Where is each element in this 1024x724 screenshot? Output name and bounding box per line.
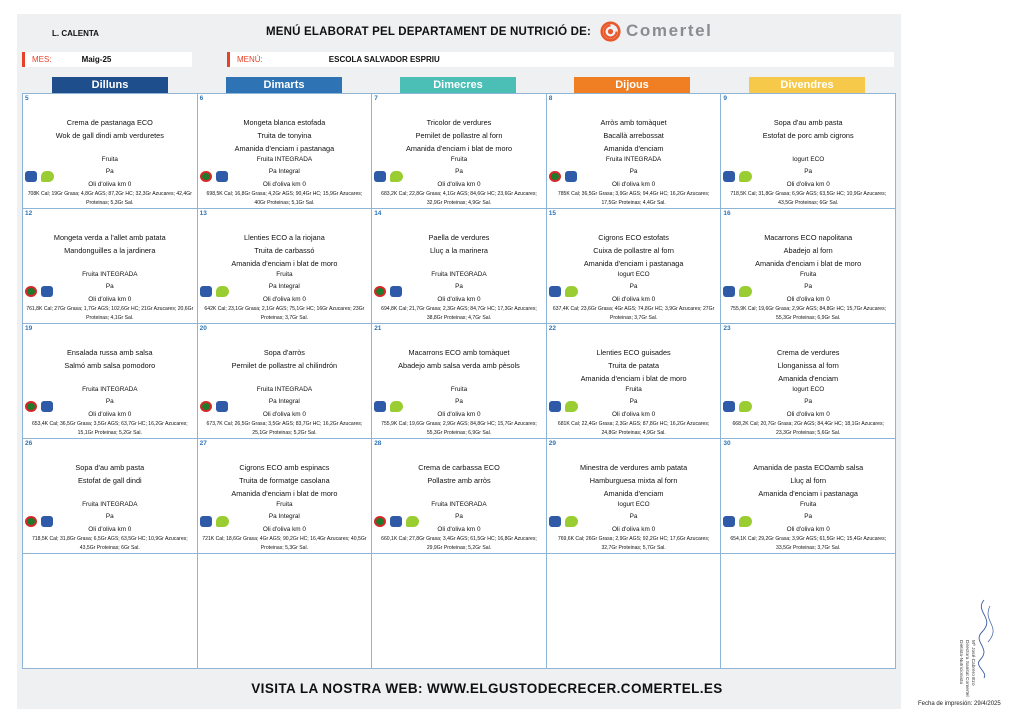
eco-leaf-icon — [739, 171, 752, 182]
dish: Mandonguilles a la jardinera — [64, 246, 156, 255]
dish: Truita de carbassó — [254, 246, 315, 255]
dish: Amanida d'enciam i blat de moro — [755, 259, 862, 268]
km0-icon — [723, 171, 735, 182]
dish: Wok de gall dindi amb verduretes — [55, 131, 164, 140]
dessert: Iogurt ECO — [792, 386, 825, 393]
bread: Pa Integral — [268, 283, 300, 290]
dish: Cuixa de pollastre al forn — [593, 246, 674, 255]
label-icons — [25, 286, 53, 297]
oil: Oli d'oliva km 0 — [262, 296, 306, 303]
dish-list — [198, 231, 372, 270]
dish: Macarrons ECO amb tomàquet — [408, 348, 510, 357]
dish: Amanida d'enciam i blat de moro — [580, 374, 687, 383]
dish: Truita de tonyina — [257, 131, 312, 140]
dish: Amanida d'enciam i blat de moro — [405, 144, 513, 153]
oil: Oli d'oliva km 0 — [786, 411, 830, 418]
day-cell — [372, 554, 546, 668]
dessert: Fruita INTEGRADA — [82, 271, 138, 278]
bread: Pa — [455, 398, 463, 405]
nutrition-info: 761,8K Cal; 27Gr Grasa; 1,7Gr AGS; 102,6Gr HC; 21Gr Azucares; 20,6Gr Proteinas; 4,1Gr Sal. — [26, 306, 194, 321]
comertel-logo — [600, 20, 713, 42]
day-number: 28 — [374, 440, 382, 447]
dessert: Fruita INTEGRADA — [82, 501, 138, 508]
dish: Ensalada russa amb salsa — [67, 348, 153, 357]
km0-icon — [723, 286, 735, 297]
eco-leaf-icon — [739, 286, 752, 297]
oil: Oli d'oliva km 0 — [612, 181, 656, 188]
bread: Pa — [629, 168, 638, 175]
nutrition-info: 698,5K Cal; 16,8Gr Grasa; 4,2Gr AGS; 90,4Gr HC; 15,9Gr Azucares; 40Gr Proteinas; 5,1Gr Sal. — [206, 191, 363, 206]
dish: Crema de verdures — [776, 348, 840, 357]
menu-calendar-grid — [22, 93, 896, 669]
dish-list — [198, 116, 372, 155]
dish: Sopa d'au amb pasta — [773, 118, 843, 127]
day-cell — [721, 94, 895, 208]
day-number: 9 — [723, 95, 728, 102]
bread: Pa — [804, 168, 813, 175]
nutrition-info: 718,5K Cal; 31,8Gr Grasa; 6,9Gr AGS; 63,5Gr HC; 10,9Gr Azucares; 43,5Gr Proteinas; 6Gr Sal. — [730, 191, 887, 206]
bread: Pa — [629, 398, 638, 405]
km0-icon — [565, 171, 577, 182]
dessert: Fruita — [625, 386, 642, 393]
signature-image — [944, 592, 1006, 682]
bread: Pa — [105, 168, 114, 175]
label-icons — [25, 401, 53, 412]
dish-list — [547, 461, 721, 500]
eco-leaf-icon — [41, 171, 54, 182]
km0-icon — [723, 516, 735, 527]
integrated-agriculture-icon — [200, 401, 212, 412]
day-number: 22 — [548, 325, 557, 332]
nutrition-info: 718,5K Cal; 31,8Gr Grasa; 6,5Gr AGS; 63,5Gr HC; 10,9Gr Azucares; 43,5Gr Proteinas; 6Gr Sal. — [31, 536, 188, 551]
dish-list — [721, 461, 895, 500]
dessert: Fruita — [101, 156, 118, 163]
label-icons — [549, 401, 578, 412]
day-number: 5 — [25, 95, 29, 102]
oil: Oli d'oliva km 0 — [437, 526, 481, 533]
menu-value: ESCOLA SALVADOR ESPRIU — [328, 55, 440, 64]
dish: Lluç al forn — [790, 476, 827, 485]
day-number: 30 — [723, 440, 731, 447]
day-number: 23 — [723, 325, 731, 332]
dish: Mongeta verda a l'allet amb patata — [53, 233, 166, 242]
signer-name: Mª José Cabrero Ezo — [970, 640, 975, 686]
label-icons — [200, 171, 228, 182]
eco-leaf-icon — [565, 286, 578, 297]
eco-leaf-icon — [406, 516, 419, 527]
dish: Paella de verdures — [428, 233, 490, 242]
dish: Crema de pastanaga ECO — [66, 118, 153, 127]
dish: Amanida d'enciam i pastanaga — [583, 259, 684, 268]
dish: Abadejo al forn — [783, 246, 833, 255]
oil: Oli d'oliva km 0 — [437, 181, 481, 188]
label-icons — [723, 516, 752, 527]
dish: Salmó amb salsa pomodoro — [64, 361, 156, 370]
day-number: 13 — [199, 210, 207, 217]
dish-list — [198, 346, 372, 372]
dish-list — [23, 116, 197, 142]
day-cell — [23, 209, 197, 323]
dish: Cigrons ECO estofats — [598, 233, 669, 242]
integrated-agriculture-icon — [25, 286, 37, 297]
dish: Amanida d'enciam — [603, 144, 664, 153]
label-icons — [549, 516, 578, 527]
oil: Oli d'oliva km 0 — [262, 411, 306, 418]
nutrition-info: 769,6K Cal; 26Gr Grasa; 2,9Gr AGS; 92,2Gr HC; 17,6Gr Azucares; 32,7Gr Proteinas; 5,7Gr Sal. — [557, 536, 710, 551]
dish: Arròs amb tomàquet — [600, 118, 667, 127]
bread: Pa — [455, 283, 463, 290]
dessert: Fruita INTEGRADA — [256, 156, 313, 163]
km0-icon — [41, 516, 53, 527]
integrated-agriculture-icon — [374, 286, 386, 297]
bread: Pa — [804, 283, 813, 290]
bread: Pa — [455, 168, 463, 175]
bread: Pa Integral — [268, 513, 300, 520]
dish: Amanida d'enciam i pastanaga — [234, 144, 335, 153]
dish: Llenties ECO guisades — [596, 348, 671, 357]
oil: Oli d'oliva km 0 — [88, 296, 132, 303]
dish: Bacallà arrebossat — [603, 131, 664, 140]
dish: Crema de carbassa ECO — [418, 463, 500, 472]
nutrition-info: 642K Cal; 23,1Gr Grasa; 2,1Gr AGS; 75,1Gr HC; 16Gr Azucares; 23Gr Proteinas; 3,7Gr Sal. — [204, 306, 365, 321]
dish: Llonganissa al forn — [777, 361, 839, 370]
km0-icon — [390, 286, 402, 297]
integrated-agriculture-icon — [549, 171, 561, 182]
day-number: 27 — [199, 440, 207, 447]
nutrition-info: 653,4K Cal; 36,5Gr Grasa; 3,5Gr AGS; 63,7Gr HC; 16,2Gr Azucares; 15,1Gr Proteinas; 5,2Gr Sal. — [31, 421, 188, 436]
signer-role: Directora Sanitat Comertel — [964, 640, 969, 697]
dish: Abadejo amb salsa verda amb pèsols — [398, 361, 520, 370]
day-cell — [372, 94, 546, 208]
month-label: MES: — [32, 55, 52, 64]
dessert: Fruita — [800, 501, 817, 508]
label-icons — [723, 171, 752, 182]
dish-list — [721, 346, 895, 385]
oil: Oli d'oliva km 0 — [88, 411, 132, 418]
label-icons — [200, 516, 229, 527]
label-icons — [549, 171, 577, 182]
nutrition-info: 681K Cal; 22,4Gr Grasa; 2,3Gr AGS; 87,8Gr HC; 16,2Gr Azucares; 24,8Gr Proteinas; 4,9Gr Sal. — [557, 421, 710, 436]
km0-icon — [216, 171, 228, 182]
label-icons — [200, 286, 229, 297]
bread: Pa — [105, 283, 114, 290]
print-date: Fecha de impresión: 29/4/2025 — [918, 701, 1001, 707]
dessert: Fruita — [450, 386, 468, 393]
day-cell — [721, 439, 895, 553]
day-cell — [547, 324, 721, 438]
dish: Sopa d'au amb pasta — [75, 463, 145, 472]
dessert: Iogurt ECO — [617, 271, 650, 278]
day-number: 6 — [199, 95, 204, 102]
integrated-agriculture-icon — [374, 516, 386, 527]
dish: Tricolor de verdures — [426, 118, 492, 127]
day-cell — [372, 209, 546, 323]
day-cell — [547, 439, 721, 553]
day-number: 12 — [25, 210, 33, 217]
day-cell — [547, 94, 721, 208]
dessert: Fruita INTEGRADA — [431, 271, 487, 278]
day-number: 26 — [25, 440, 33, 447]
dish: Pollastre amb arròs — [427, 476, 491, 485]
day-cell — [721, 554, 895, 668]
day-cell — [198, 439, 372, 553]
dish: Estofat de gall dindi — [77, 476, 142, 485]
dish: Pernilet de pollastre al chilindrón — [231, 361, 338, 370]
nutrition-info: 755,9K Cal; 19,6Gr Grasa; 2,9Gr AGS; 84,8Gr HC; 15,7Gr Azucares; 55,3Gr Proteinas; 6,9Gr Sal. — [730, 306, 887, 321]
day-header-1: Dilluns — [52, 77, 168, 93]
dish-list — [372, 346, 546, 372]
signer-block — [957, 640, 975, 697]
integrated-agriculture-icon — [25, 401, 37, 412]
day-cell — [372, 439, 546, 553]
oil: Oli d'oliva km 0 — [786, 296, 830, 303]
dish-list — [721, 231, 895, 270]
km0-icon — [390, 516, 402, 527]
day-number: 20 — [199, 325, 207, 332]
day-header-2: Dimarts — [226, 77, 342, 93]
day-cell — [23, 324, 197, 438]
label-icons — [374, 286, 402, 297]
day-cell — [23, 439, 197, 553]
day-number: 15 — [548, 210, 557, 217]
dish-list — [547, 346, 721, 385]
label-icons — [25, 171, 54, 182]
nutrition-info: 654,1K Cal; 29,2Gr Grasa; 3,9Gr AGS; 61,5Gr HC; 15,4Gr Azucares; 33,5Gr Proteinas; 3,7Gr Sal. — [730, 536, 887, 551]
dessert: Fruita INTEGRADA — [82, 386, 138, 393]
day-number: 16 — [723, 210, 731, 217]
nutrition-info: 721K Cal; 18,6Gr Grasa; 4Gr AGS; 90,2Gr HC; 16,4Gr Azucares; 40,5Gr Proteinas; 5,3Gr Sal. — [202, 536, 367, 551]
oil: Oli d'oliva km 0 — [437, 296, 481, 303]
nutrition-info: 683,2K Cal; 22,8Gr Grasa; 4,1Gr AGS; 84,6Gr HC; 23,6Gr Azucares; 32,9Gr Proteinas; 4,9Gr Sal. — [381, 191, 537, 206]
oil: Oli d'oliva km 0 — [262, 181, 306, 188]
comertel-logo-icon — [600, 21, 621, 42]
dish: Truita de patata — [608, 361, 660, 370]
eco-leaf-icon — [739, 401, 752, 412]
day-number: 14 — [374, 210, 382, 217]
day-header-5: Divendres — [749, 77, 865, 93]
dish: Llenties ECO a la riojana — [244, 233, 325, 242]
bread: Pa — [105, 398, 114, 405]
month-bar — [22, 52, 192, 67]
dish: Minestra de verdures amb patata — [580, 463, 688, 472]
bread: Pa — [105, 513, 114, 520]
dish: Amanida d'enciam i blat de moro — [231, 489, 338, 498]
label-icons — [723, 401, 752, 412]
bread: Pa — [804, 398, 813, 405]
dessert: Fruita INTEGRADA — [431, 501, 487, 508]
km0-icon — [200, 516, 212, 527]
bread: Pa — [629, 283, 638, 290]
km0-icon — [549, 286, 561, 297]
eco-leaf-icon — [390, 171, 403, 182]
km0-icon — [374, 171, 386, 182]
dessert: Fruita — [276, 271, 293, 278]
nutrition-info: 755,9K Cal; 19,6Gr Grasa; 2,9Gr AGS; 84,8Gr HC; 15,7Gr Azucares; 55,3Gr Proteinas; 6,9Gr Sal. — [381, 421, 537, 436]
nutrition-info: 673,7K Cal; 26,5Gr Grasa; 3,5Gr AGS; 83,7Gr HC; 16,2Gr Azucares; 25,1Gr Proteinas; 5,2Gr Sal. — [206, 421, 363, 436]
dish: Lluç a la marinera — [429, 246, 488, 255]
nutrition-info: 708K Cal; 19Gr Grasa; 4,8Gr AGS; 87,2Gr HC; 32,3Gr Azucares; 42,4Gr Proteinas; 5,3Gr Sal. — [27, 191, 192, 206]
day-number: 19 — [25, 325, 33, 332]
dish-list — [547, 231, 721, 270]
nutrition-info: 668,2K Cal; 20,7Gr Grasa; 2Gr AGS; 84,4Gr HC; 18,1Gr Azucares; 23,3Gr Proteinas; 5,6Gr Sal. — [732, 421, 884, 436]
label-icons — [25, 516, 53, 527]
dish: Amanida d'enciam — [778, 374, 839, 383]
day-header-4: Dijous — [574, 77, 690, 93]
label-icons — [374, 401, 403, 412]
dish: Macarrons ECO napolitana — [764, 233, 853, 242]
signer-detail: Dietista-Nutricionista — [958, 640, 963, 684]
dish: Amanida de pasta ECOamb salsa — [753, 463, 864, 472]
eco-leaf-icon — [216, 516, 229, 527]
bread: Pa — [629, 513, 638, 520]
km0-icon — [25, 171, 37, 182]
oil: Oli d'oliva km 0 — [612, 411, 656, 418]
oil: Oli d'oliva km 0 — [88, 526, 132, 533]
day-cell — [23, 554, 197, 668]
oil: Oli d'oliva km 0 — [786, 181, 830, 188]
nutrition-info: 660,1K Cal; 27,8Gr Grasa; 3,4Gr AGS; 61,5Gr HC; 16,8Gr Azucares; 29,9Gr Proteinas; 5,2Gr Sal. — [381, 536, 537, 551]
day-cell — [198, 554, 372, 668]
dessert: Fruita — [450, 156, 468, 163]
eco-leaf-icon — [390, 401, 403, 412]
label-icons — [723, 286, 752, 297]
day-header-3: Dimecres — [400, 77, 516, 93]
nutrition-info: 637,4K Cal; 23,6Gr Grasa; 4Gr AGS; 74,8Gr HC; 3,9Gr Azucares; 27Gr Proteinas; 3,7Gr Sal. — [552, 306, 715, 321]
dish: Hamburguesa mixta al forn — [589, 476, 678, 485]
day-cell — [547, 209, 721, 323]
dish: Mongeta blanca estofada — [243, 118, 326, 127]
month-value: Maig-25 — [81, 55, 112, 64]
day-cell — [372, 324, 546, 438]
eco-leaf-icon — [565, 401, 578, 412]
bread: Pa — [804, 513, 813, 520]
logo-text: Comertel — [626, 21, 713, 40]
dish-list — [372, 231, 546, 257]
menu-bar — [227, 52, 894, 67]
label-icons — [374, 171, 403, 182]
eco-leaf-icon — [565, 516, 578, 527]
day-cell — [721, 324, 895, 438]
oil: Oli d'oliva km 0 — [262, 526, 306, 533]
day-cell — [23, 94, 197, 208]
day-number: 29 — [548, 440, 557, 447]
label-icons — [200, 401, 228, 412]
dish: Amanida d'enciam i pastanaga — [758, 489, 858, 498]
dish-list — [372, 461, 546, 487]
km0-icon — [216, 401, 228, 412]
km0-icon — [723, 401, 735, 412]
bread: Pa Integral — [268, 168, 300, 175]
day-cell — [721, 209, 895, 323]
dish-list — [721, 116, 895, 142]
footer-website: VISITA LA NOSTRA WEB: WWW.ELGUSTODECRECER.COMERTEL.ES — [251, 681, 723, 696]
integrated-agriculture-icon — [200, 171, 212, 182]
km0-icon — [374, 401, 386, 412]
dish: Amanida d'enciam i blat de moro — [231, 259, 338, 268]
oil: Oli d'oliva km 0 — [786, 526, 830, 533]
nutrition-info: 694,8K Cal; 21,7Gr Grasa; 2,3Gr AGS; 84,7Gr HC; 17,3Gr Azucares; 38,8Gr Proteinas; 4,7Gr Sal. — [381, 306, 537, 321]
day-number: 21 — [374, 325, 382, 332]
dessert: Fruita — [800, 271, 817, 278]
bread: Pa — [455, 513, 463, 520]
eco-leaf-icon — [739, 516, 752, 527]
km0-icon — [41, 401, 53, 412]
dish: Estofat de porc amb cigrons — [762, 131, 854, 140]
dessert: Fruita INTEGRADA — [605, 156, 662, 163]
day-cell — [198, 324, 372, 438]
dish: Pernilet de pollastre al forn — [415, 131, 503, 140]
dish-list — [23, 461, 197, 487]
integrated-agriculture-icon — [25, 516, 37, 527]
menu-label: MENÚ: — [237, 55, 263, 64]
kitchen-label: L. CALENTA — [52, 29, 99, 38]
dessert: Fruita — [276, 501, 293, 508]
km0-icon — [549, 516, 561, 527]
dessert: Fruita INTEGRADA — [256, 386, 313, 393]
dish-list — [23, 346, 197, 372]
dish-list — [547, 116, 721, 155]
eco-leaf-icon — [216, 286, 229, 297]
oil: Oli d'oliva km 0 — [612, 296, 656, 303]
dish-list — [23, 231, 197, 257]
oil: Oli d'oliva km 0 — [88, 181, 132, 188]
bread: Pa Integral — [268, 398, 300, 405]
dish: Cigrons ECO amb espinacs — [239, 463, 330, 472]
dish: Truita de formatge casolana — [239, 476, 330, 485]
dish: Amanida d'enciam — [603, 489, 664, 498]
day-cell — [198, 209, 372, 323]
dish-list — [198, 461, 372, 500]
km0-icon — [549, 401, 561, 412]
oil: Oli d'oliva km 0 — [437, 411, 481, 418]
day-cell — [198, 94, 372, 208]
day-number: 7 — [374, 95, 378, 102]
km0-icon — [41, 286, 53, 297]
day-number: 8 — [548, 95, 553, 102]
day-cell — [547, 554, 721, 668]
label-icons — [374, 516, 419, 527]
nutrition-info: 785K Cal; 36,5Gr Grasa; 3,9Gr AGS; 94,4Gr HC; 16,2Gr Azucares; 17,5Gr Proteinas; 4,4Gr Sal. — [557, 191, 710, 206]
km0-icon — [200, 286, 212, 297]
label-icons — [549, 286, 578, 297]
oil: Oli d'oliva km 0 — [612, 526, 656, 533]
dish-list — [372, 116, 546, 155]
dish: Sopa d'arròs — [263, 348, 305, 357]
dessert: Iogurt ECO — [617, 501, 650, 508]
dessert: Iogurt ECO — [792, 156, 825, 163]
page-title: MENÚ ELABORAT PEL DEPARTAMENT DE NUTRICIÓ DE: — [266, 26, 592, 38]
